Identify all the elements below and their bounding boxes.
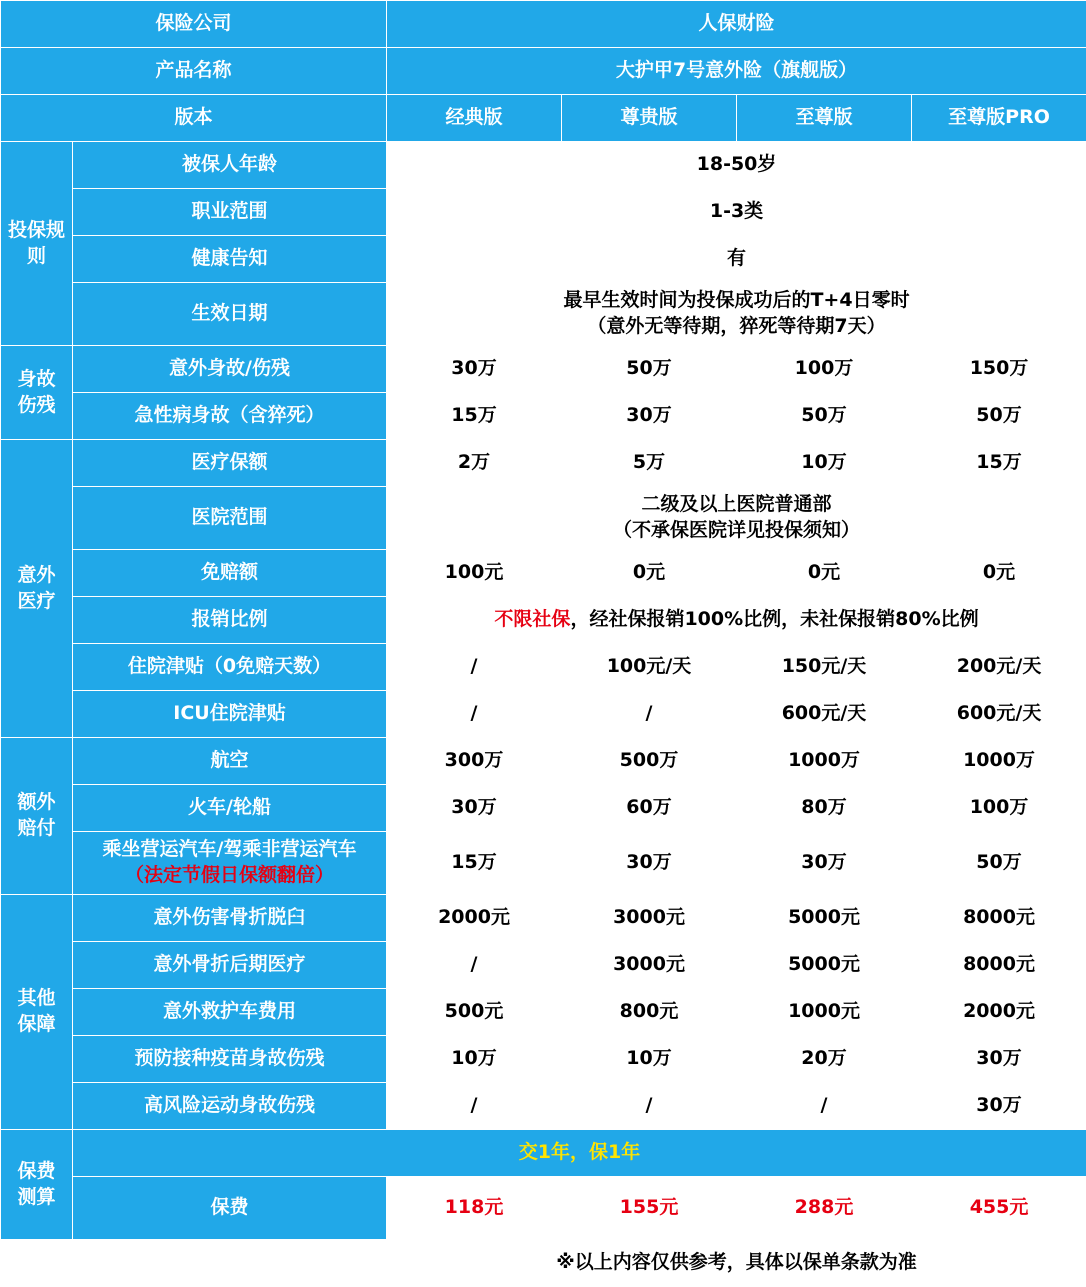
table-row: [1, 550, 1086, 597]
row-value: 5万: [562, 440, 737, 487]
row-value: /: [387, 691, 562, 738]
row-value: 10万: [737, 440, 912, 487]
row-value: 100元/天: [562, 644, 737, 691]
table-row: [1, 142, 1086, 189]
row-value: 2000元: [387, 895, 562, 942]
row-value: 2万: [387, 440, 562, 487]
row-value: 5000元: [737, 942, 912, 989]
table-row: [1, 189, 1086, 236]
premium-value-3: 288元: [737, 1177, 912, 1240]
row-value-span: 1-3类: [387, 189, 1086, 236]
row-value: 500元: [387, 989, 562, 1036]
row-value: 30万: [562, 832, 737, 895]
table-row: [1, 738, 1086, 785]
footer-spacer: [1, 1240, 387, 1287]
version-col-1: 经典版: [387, 95, 562, 142]
row-item-label: 航空: [73, 738, 387, 785]
row-item-label-main: 乘坐营运汽车/驾乘非营运汽车: [73, 837, 386, 863]
row-value: /: [737, 1083, 912, 1130]
row-value: /: [562, 691, 737, 738]
table-row: [1, 1083, 1086, 1130]
row-item-label: 意外身故/伤残: [73, 346, 387, 393]
row-value: 30万: [912, 1083, 1086, 1130]
table-row: [1, 942, 1086, 989]
row-value: 1000万: [912, 738, 1086, 785]
row-value: 1000元: [737, 989, 912, 1036]
row-value: 50万: [912, 393, 1086, 440]
row-item-label: 急性病身故（含猝死）: [73, 393, 387, 440]
row-item-label-sub: （法定节假日保额翻倍）: [73, 863, 386, 889]
row-value: 300万: [387, 738, 562, 785]
row-value: 30万: [387, 785, 562, 832]
row-value: 30万: [562, 393, 737, 440]
row-value: 100万: [737, 346, 912, 393]
row-value: 15万: [387, 393, 562, 440]
row-value: 100万: [912, 785, 1086, 832]
row-value-span: [387, 597, 1086, 644]
table-row: [1, 895, 1086, 942]
row-value: 150元/天: [737, 644, 912, 691]
row-item-label: [73, 832, 387, 895]
row-value-span: [387, 283, 1086, 346]
row-item-label: 生效日期: [73, 283, 387, 346]
row-item-label-premium: 保费: [73, 1177, 387, 1240]
group-label-death-disability: 身故 伤残: [1, 346, 73, 440]
row-value: 8000元: [912, 895, 1086, 942]
table-row: [1, 440, 1086, 487]
row-item-label: ICU住院津贴: [73, 691, 387, 738]
row-value: 10万: [562, 1036, 737, 1083]
version-col-2: 尊贵版: [562, 95, 737, 142]
premium-value-1: 118元: [387, 1177, 562, 1240]
row-item-label: 意外救护车费用: [73, 989, 387, 1036]
table-row: [1, 597, 1086, 644]
row-value: 10万: [387, 1036, 562, 1083]
row-item-label: 高风险运动身故伤残: [73, 1083, 387, 1130]
premium-value-4: 455元: [912, 1177, 1086, 1240]
group-label-other-coverage: 其他 保障: [1, 895, 73, 1130]
row-value: 30万: [912, 1036, 1086, 1083]
table-row-product: [1, 48, 1086, 95]
row-value: 50万: [737, 393, 912, 440]
table-row: [1, 236, 1086, 283]
row-value: 60万: [562, 785, 737, 832]
row-value: 50万: [562, 346, 737, 393]
row-item-label: 医院范围: [73, 487, 387, 550]
table-row: [1, 691, 1086, 738]
row-item-label: 火车/轮船: [73, 785, 387, 832]
company-value: 人保财险: [387, 1, 1086, 48]
hospital-scope-line2: （不承保医院详见投保须知）: [387, 518, 1086, 544]
row-value: 200元/天: [912, 644, 1086, 691]
table-row-versions: [1, 95, 1086, 142]
version-label: 版本: [1, 95, 387, 142]
version-col-3: 至尊版: [737, 95, 912, 142]
row-value-span: 有: [387, 236, 1086, 283]
row-value: 8000元: [912, 942, 1086, 989]
row-value: 0元: [562, 550, 737, 597]
row-item-label: 免赔额: [73, 550, 387, 597]
row-item-label: 报销比例: [73, 597, 387, 644]
row-value: 0元: [912, 550, 1086, 597]
row-value: 100元: [387, 550, 562, 597]
row-item-label: 意外伤害骨折脱臼: [73, 895, 387, 942]
hospital-scope-line1: 二级及以上医院普通部: [387, 492, 1086, 518]
group-label-accident-medical: 意外 医疗: [1, 440, 73, 738]
row-value: 800元: [562, 989, 737, 1036]
row-value: 3000元: [562, 942, 737, 989]
row-value: 0元: [737, 550, 912, 597]
row-value: 30万: [737, 832, 912, 895]
row-value: 150万: [912, 346, 1086, 393]
reimbursement-rest: ，经社保报销100%比例，未社保报销80%比例: [570, 608, 978, 630]
row-value-span: 18-50岁: [387, 142, 1086, 189]
row-value: 500万: [562, 738, 737, 785]
row-value: 5000元: [737, 895, 912, 942]
table-row-footer: [1, 1240, 1086, 1287]
row-value: 30万: [387, 346, 562, 393]
effective-date-line2: （意外无等待期，猝死等待期7天）: [387, 314, 1086, 340]
product-value: 大护甲7号意外险（旗舰版）: [387, 48, 1086, 95]
table-row: [1, 1177, 1086, 1240]
premium-banner: 交1年，保1年: [73, 1130, 1086, 1177]
group-label-premium: 保费 测算: [1, 1130, 73, 1240]
footer-note: ※以上内容仅供参考，具体以保单条款为准: [387, 1240, 1086, 1287]
row-value: 3000元: [562, 895, 737, 942]
row-value-span: [387, 487, 1086, 550]
product-label: 产品名称: [1, 48, 387, 95]
table-row: [1, 487, 1086, 550]
row-value: 50万: [912, 832, 1086, 895]
table-row: [1, 283, 1086, 346]
row-item-label: 意外骨折后期医疗: [73, 942, 387, 989]
row-value: 20万: [737, 1036, 912, 1083]
table-row: [1, 989, 1086, 1036]
company-label: 保险公司: [1, 1, 387, 48]
table-row: [1, 785, 1086, 832]
row-item-label: 医疗保额: [73, 440, 387, 487]
row-item-label: 健康告知: [73, 236, 387, 283]
reimbursement-highlight: 不限社保: [494, 608, 570, 630]
row-value: /: [562, 1083, 737, 1130]
version-col-4: 至尊版PRO: [912, 95, 1086, 142]
row-value: 2000元: [912, 989, 1086, 1036]
row-item-label: 住院津贴（0免赔天数）: [73, 644, 387, 691]
table-row-company: [1, 1, 1086, 48]
premium-value-2: 155元: [562, 1177, 737, 1240]
effective-date-line1: 最早生效时间为投保成功后的T+4日零时: [387, 288, 1086, 314]
row-value: 15万: [387, 832, 562, 895]
table-row: [1, 832, 1086, 895]
row-value: /: [387, 942, 562, 989]
row-value: 80万: [737, 785, 912, 832]
row-item-label: 预防接种疫苗身故伤残: [73, 1036, 387, 1083]
group-label-extra-payout: 额外 赔付: [1, 738, 73, 895]
table-row: [1, 1036, 1086, 1083]
row-value: 15万: [912, 440, 1086, 487]
table-row: [1, 393, 1086, 440]
table-row: [1, 644, 1086, 691]
row-value: /: [387, 644, 562, 691]
row-item-label: 被保人年龄: [73, 142, 387, 189]
row-value: /: [387, 1083, 562, 1130]
row-value: 1000万: [737, 738, 912, 785]
group-label-underwriting: 投保规则: [1, 142, 73, 346]
table-row: [1, 346, 1086, 393]
row-value: 600元/天: [737, 691, 912, 738]
table-row-premium-banner: [1, 1130, 1086, 1177]
row-value: 600元/天: [912, 691, 1086, 738]
row-item-label: 职业范围: [73, 189, 387, 236]
